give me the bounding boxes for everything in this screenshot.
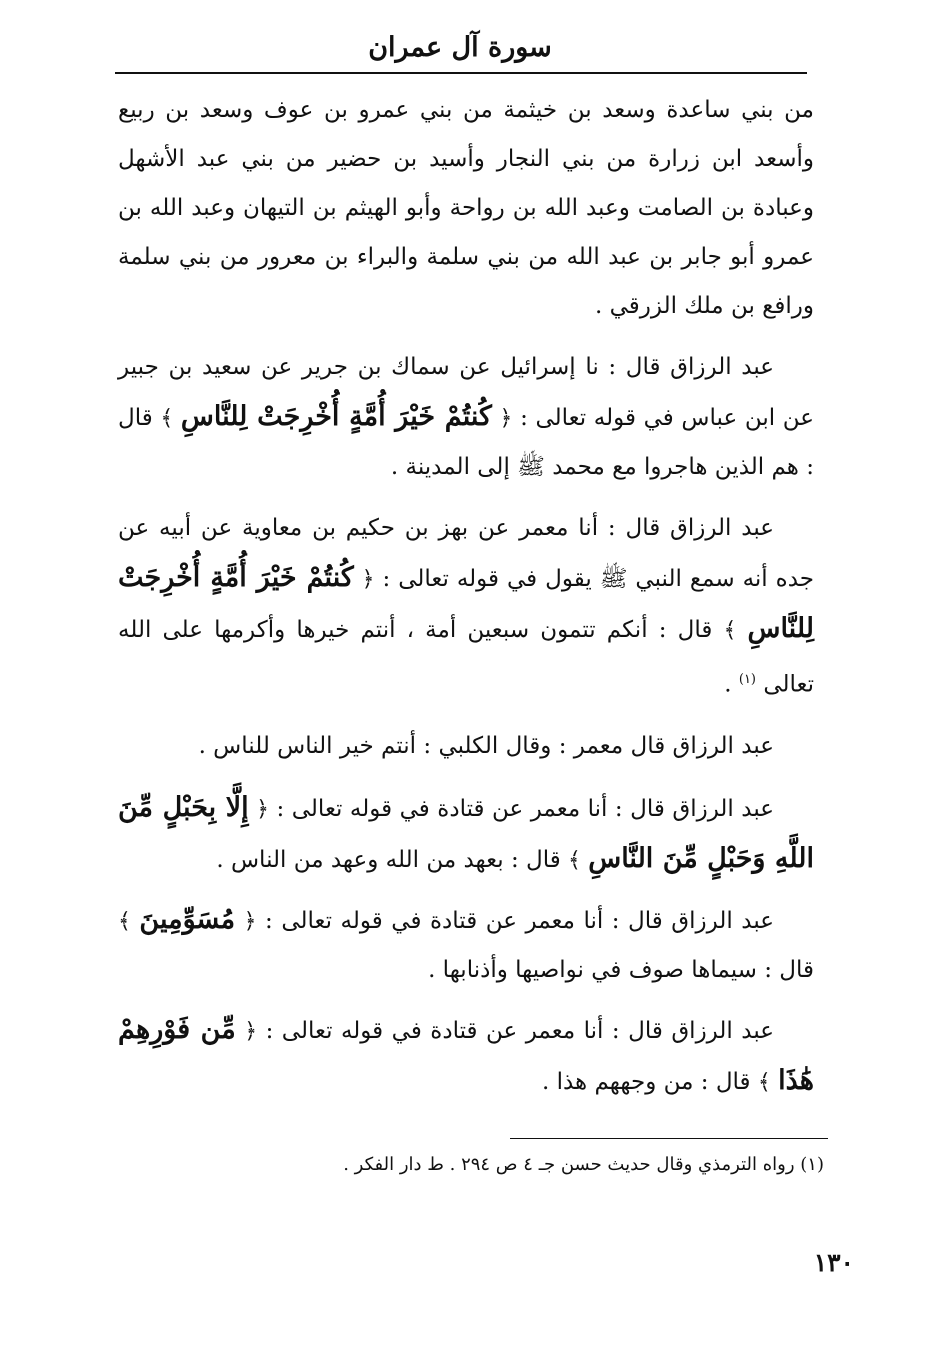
narration-text: عبد الرزاق قال : أنا معمر عن قتادة في قوله تعالى : [265, 1017, 774, 1044]
paragraph-text: من بني ساعدة وسعد بن خيثمة من بني عمرو بن عوف وسعد بن ربيع وأسعد ابن زرارة من بني النجار وأسيد بن حضير من بني عبد الأشهل وعبادة بن الصامت وعبد الله بن رواحة وأبو الهيثم بن التيهان وعبد الله بن عمرو أبو جابر بن عبد الله من بني سلمة والبراء بن معرور من بني سلمة ورافع بن ملك الزرقي . [118, 97, 814, 319]
commentary-text: قال : بعهد من الله وعهد من الناس . [216, 846, 561, 873]
commentary-text: قال : أنكم تتمون سبعين أمة ، أنتم خيرها وأكرمها على الله تعالى [118, 617, 814, 698]
quran-open-bracket: ﴿ [244, 1018, 258, 1044]
sentence-end: . [724, 671, 732, 698]
paragraph-4 [118, 722, 814, 771]
quran-open-bracket: ﴿ [256, 796, 270, 822]
commentary-text: قال : سيماها صوف في نواصيها وأذنابها . [428, 956, 814, 983]
paragraph-5 [118, 783, 814, 885]
quran-open-bracket: ﴿ [361, 567, 375, 592]
narration-text: عبد الرزاق قال : أنا معمر عن بهز بن حكيم بن معاوية عن أبيه عن جده أنه سمع النبي ﷺ يقول في قوله تعالى : [118, 515, 814, 592]
main-text [118, 86, 814, 1117]
paragraph-7 [118, 1005, 814, 1107]
quran-close-bracket: ﴾ [160, 406, 174, 431]
surah-title: سورة آل عمران [368, 32, 552, 63]
commentary-text: قال : من وجههم هذا . [541, 1068, 751, 1095]
quran-open-bracket: ﴿ [243, 908, 257, 934]
page-number: ١٣٠ [813, 1248, 854, 1277]
quran-verse: مِّن فَوْرِهِمْ هَٰذَا [118, 1013, 814, 1096]
footnote-reference[interactable]: (١) [738, 672, 756, 687]
paragraph-2 [118, 343, 814, 492]
page-header [115, 28, 805, 68]
quran-verse: إِلَّا بِحَبْلٍ مِّنَ اللَّهِ وَحَبْلٍ مِّنَ النَّاسِ [118, 791, 814, 874]
narration-text: عبد الرزاق قال : نا إسرائيل عن سماك بن جرير عن سعيد بن جبير عن ابن عباس في قوله تعالى : [118, 354, 814, 431]
narration-text: عبد الرزاق قال : أنا معمر عن قتادة في قوله تعالى : [265, 907, 774, 934]
quran-verse: كُنتُمْ خَيْرَ أُمَّةٍ أُخْرِجَتْ لِلنَّاسِ [180, 401, 492, 432]
quran-open-bracket: ﴿ [499, 406, 513, 431]
quran-verse: كُنتُمْ خَيْرَ أُمَّةٍ أُخْرِجَتْ لِلنَّاسِ [118, 562, 814, 644]
paragraph-3 [118, 504, 814, 710]
footnote: (١) رواه الترمذي وقال حديث حسن جـ ٤ ص ٢٩٤ . ط دار الفكر . [343, 1154, 824, 1175]
quran-close-bracket: ﴾ [118, 908, 131, 934]
quran-close-bracket: ﴾ [568, 847, 581, 873]
paragraph-1 [118, 86, 814, 331]
quran-close-bracket: ﴾ [757, 1069, 771, 1095]
commentary-text: قال : هم الذين هاجروا مع محمد ﷺ إلى المدينة . [118, 405, 814, 480]
narration-text: عبد الرزاق قال : أنا معمر عن قتادة في قوله تعالى : [276, 795, 775, 822]
footnote-divider [510, 1138, 828, 1139]
paragraph-6 [118, 895, 814, 995]
quran-verse: مُسَوِّمِينَ [139, 903, 236, 935]
quran-close-bracket: ﴾ [723, 618, 737, 643]
paragraph-text: عبد الرزاق قال معمر : وقال الكلبي : أنتم خير الناس للناس . [198, 732, 774, 759]
header-divider [115, 72, 807, 74]
